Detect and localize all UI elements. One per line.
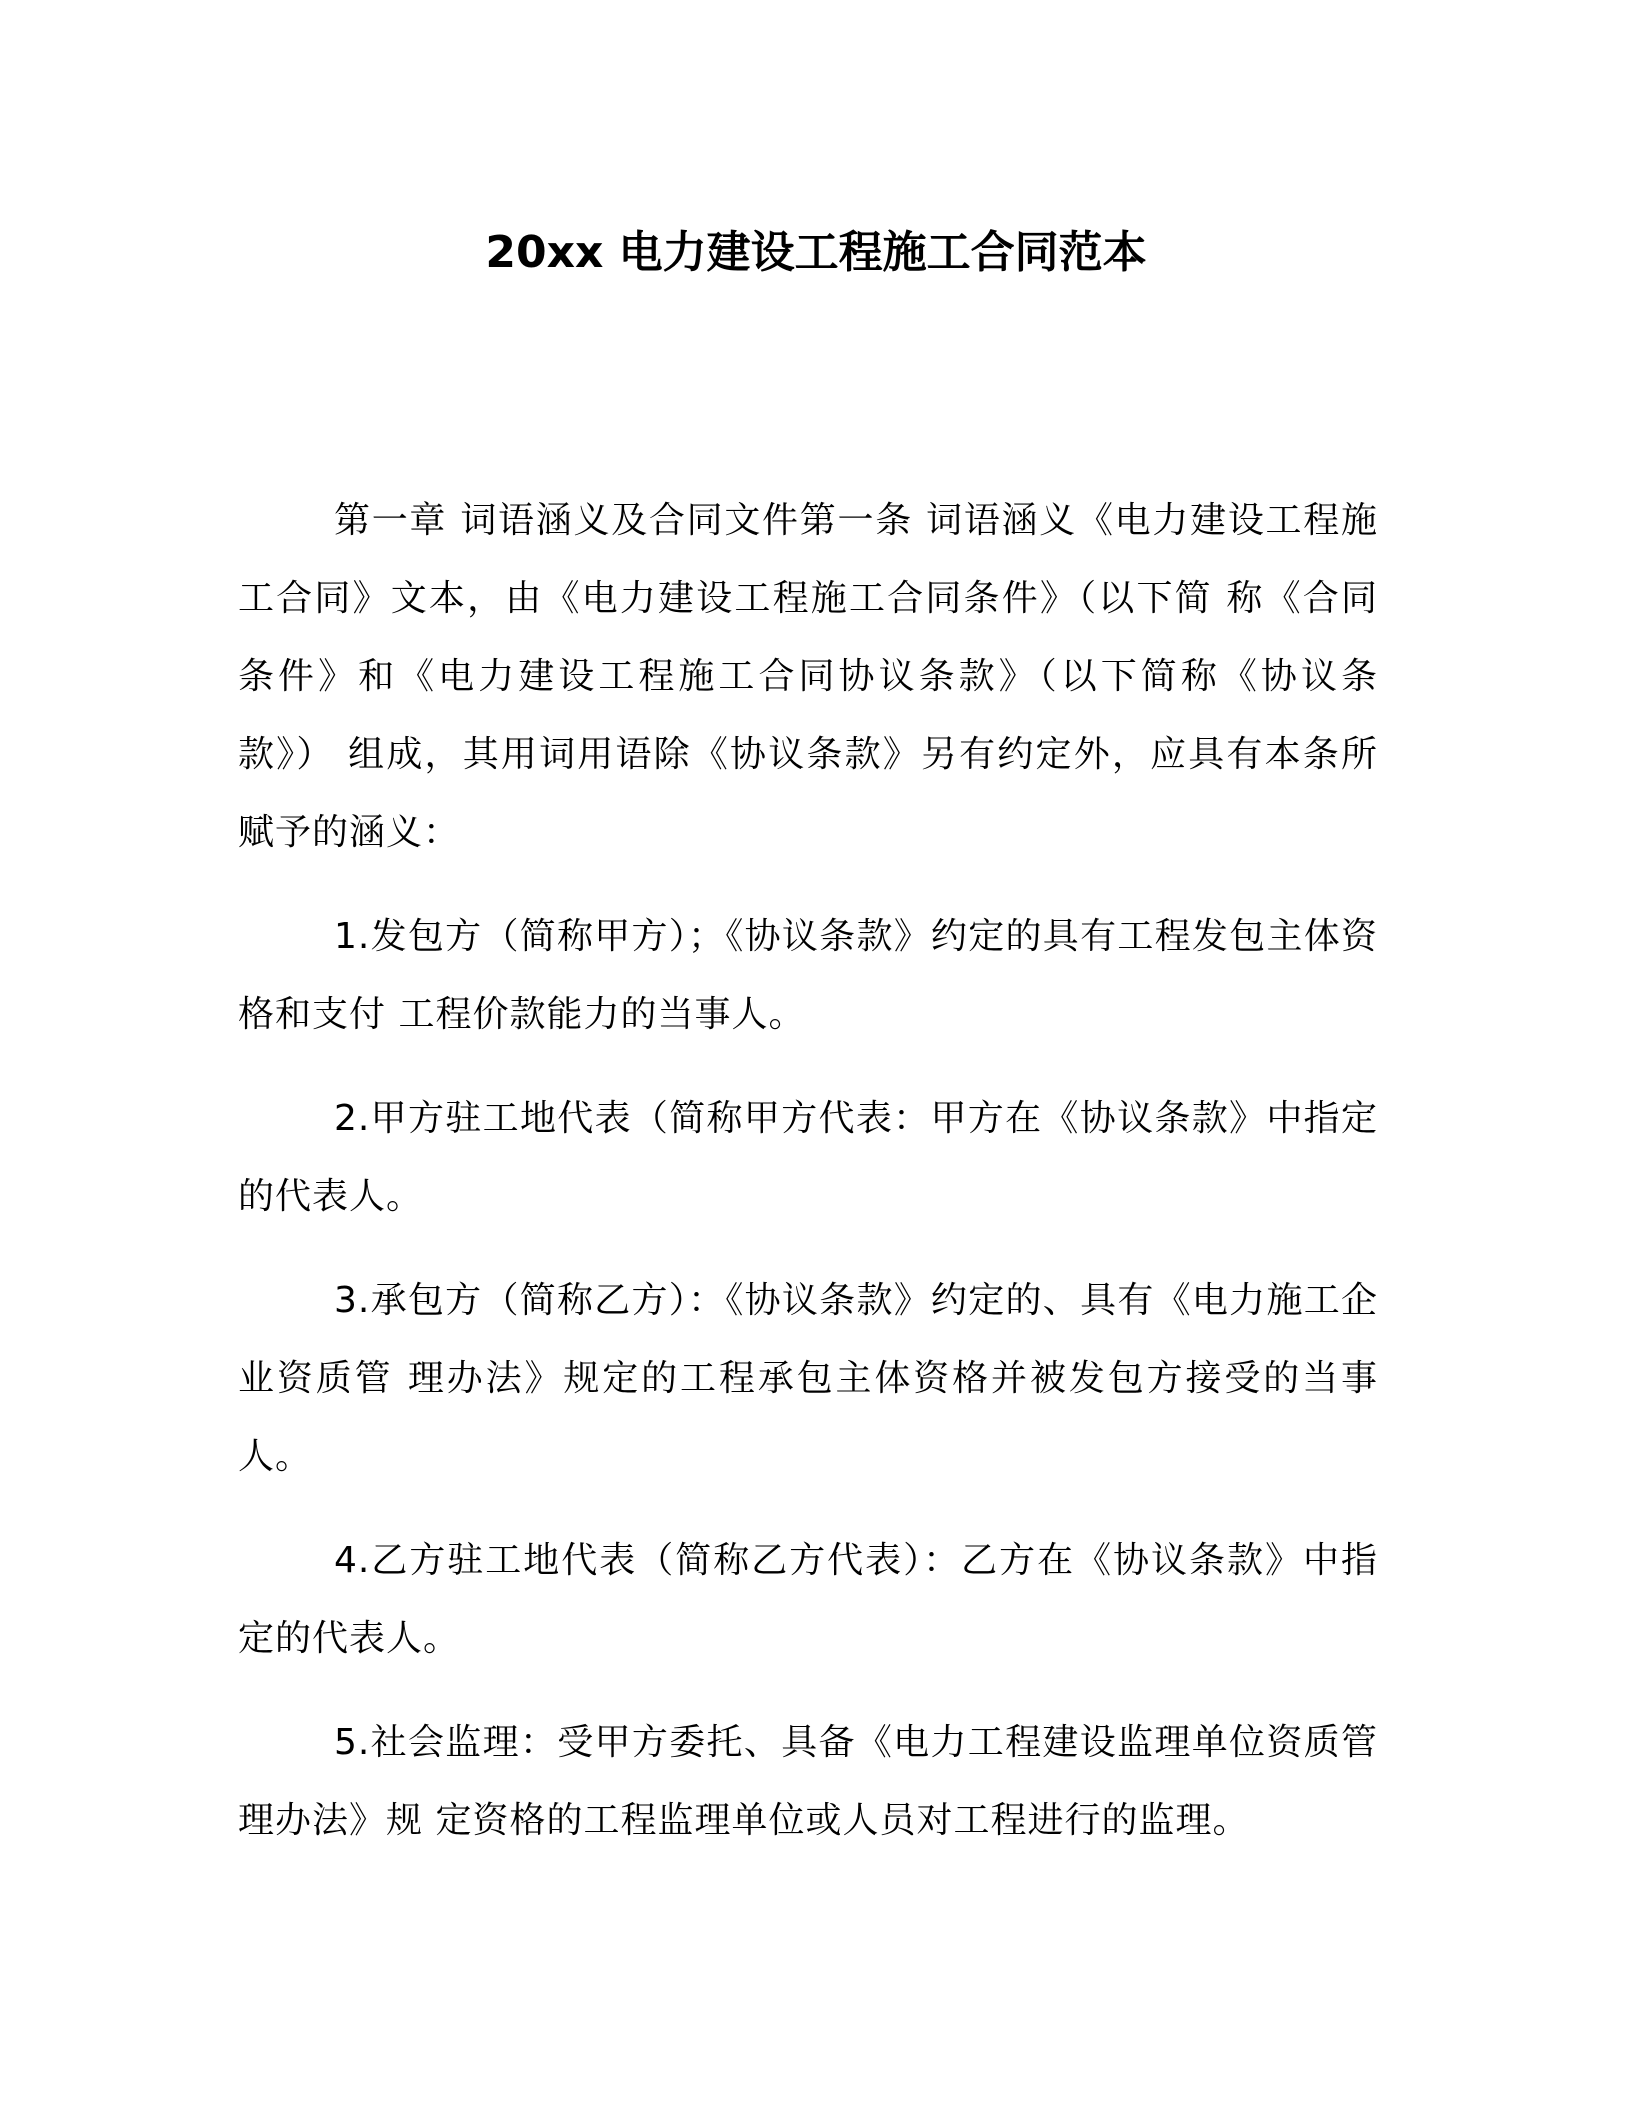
paragraph-item-5: 5.社会监理：受甲方委托、具备《电力工程建设监理单位资质管理办法》规 定资格的工程监理单位或人员对工程进行的监理。 xyxy=(238,1722,1378,1841)
document-body xyxy=(238,482,1378,1886)
document-title: 20xx 电力建设工程施工合同范本 xyxy=(485,227,1147,278)
paragraph-chapter-1: 第一章 词语涵义及合同文件第一条 词语涵义《电力建设工程施工合同》文本，由《电力建设工程施工合同条件》（以下简 称《合同条件》和《电力建设工程施工合同协议条款》（以下简称《协议条款》） 组成，其用词用语除《协议条款》另有约定外，应具有本条所赋予的涵义： xyxy=(238,500,1378,853)
paragraph-item-1: 1.发包方（简称甲方）；《协议条款》约定的具有工程发包主体资格和支付 工程价款能力的当事人。 xyxy=(238,916,1378,1035)
paragraph-item-2: 2.甲方驻工地代表（简称甲方代表：甲方在《协议条款》中指定的代表人。 xyxy=(238,1098,1378,1217)
paragraph-item-3: 3.承包方（简称乙方）：《协议条款》约定的、具有《电力施工企业资质管 理办法》规定的工程承包主体资格并被发包方接受的当事人。 xyxy=(238,1280,1378,1477)
paragraph-item-4: 4.乙方驻工地代表（简称乙方代表）：乙方在《协议条款》中指定的代表人。 xyxy=(238,1540,1378,1659)
